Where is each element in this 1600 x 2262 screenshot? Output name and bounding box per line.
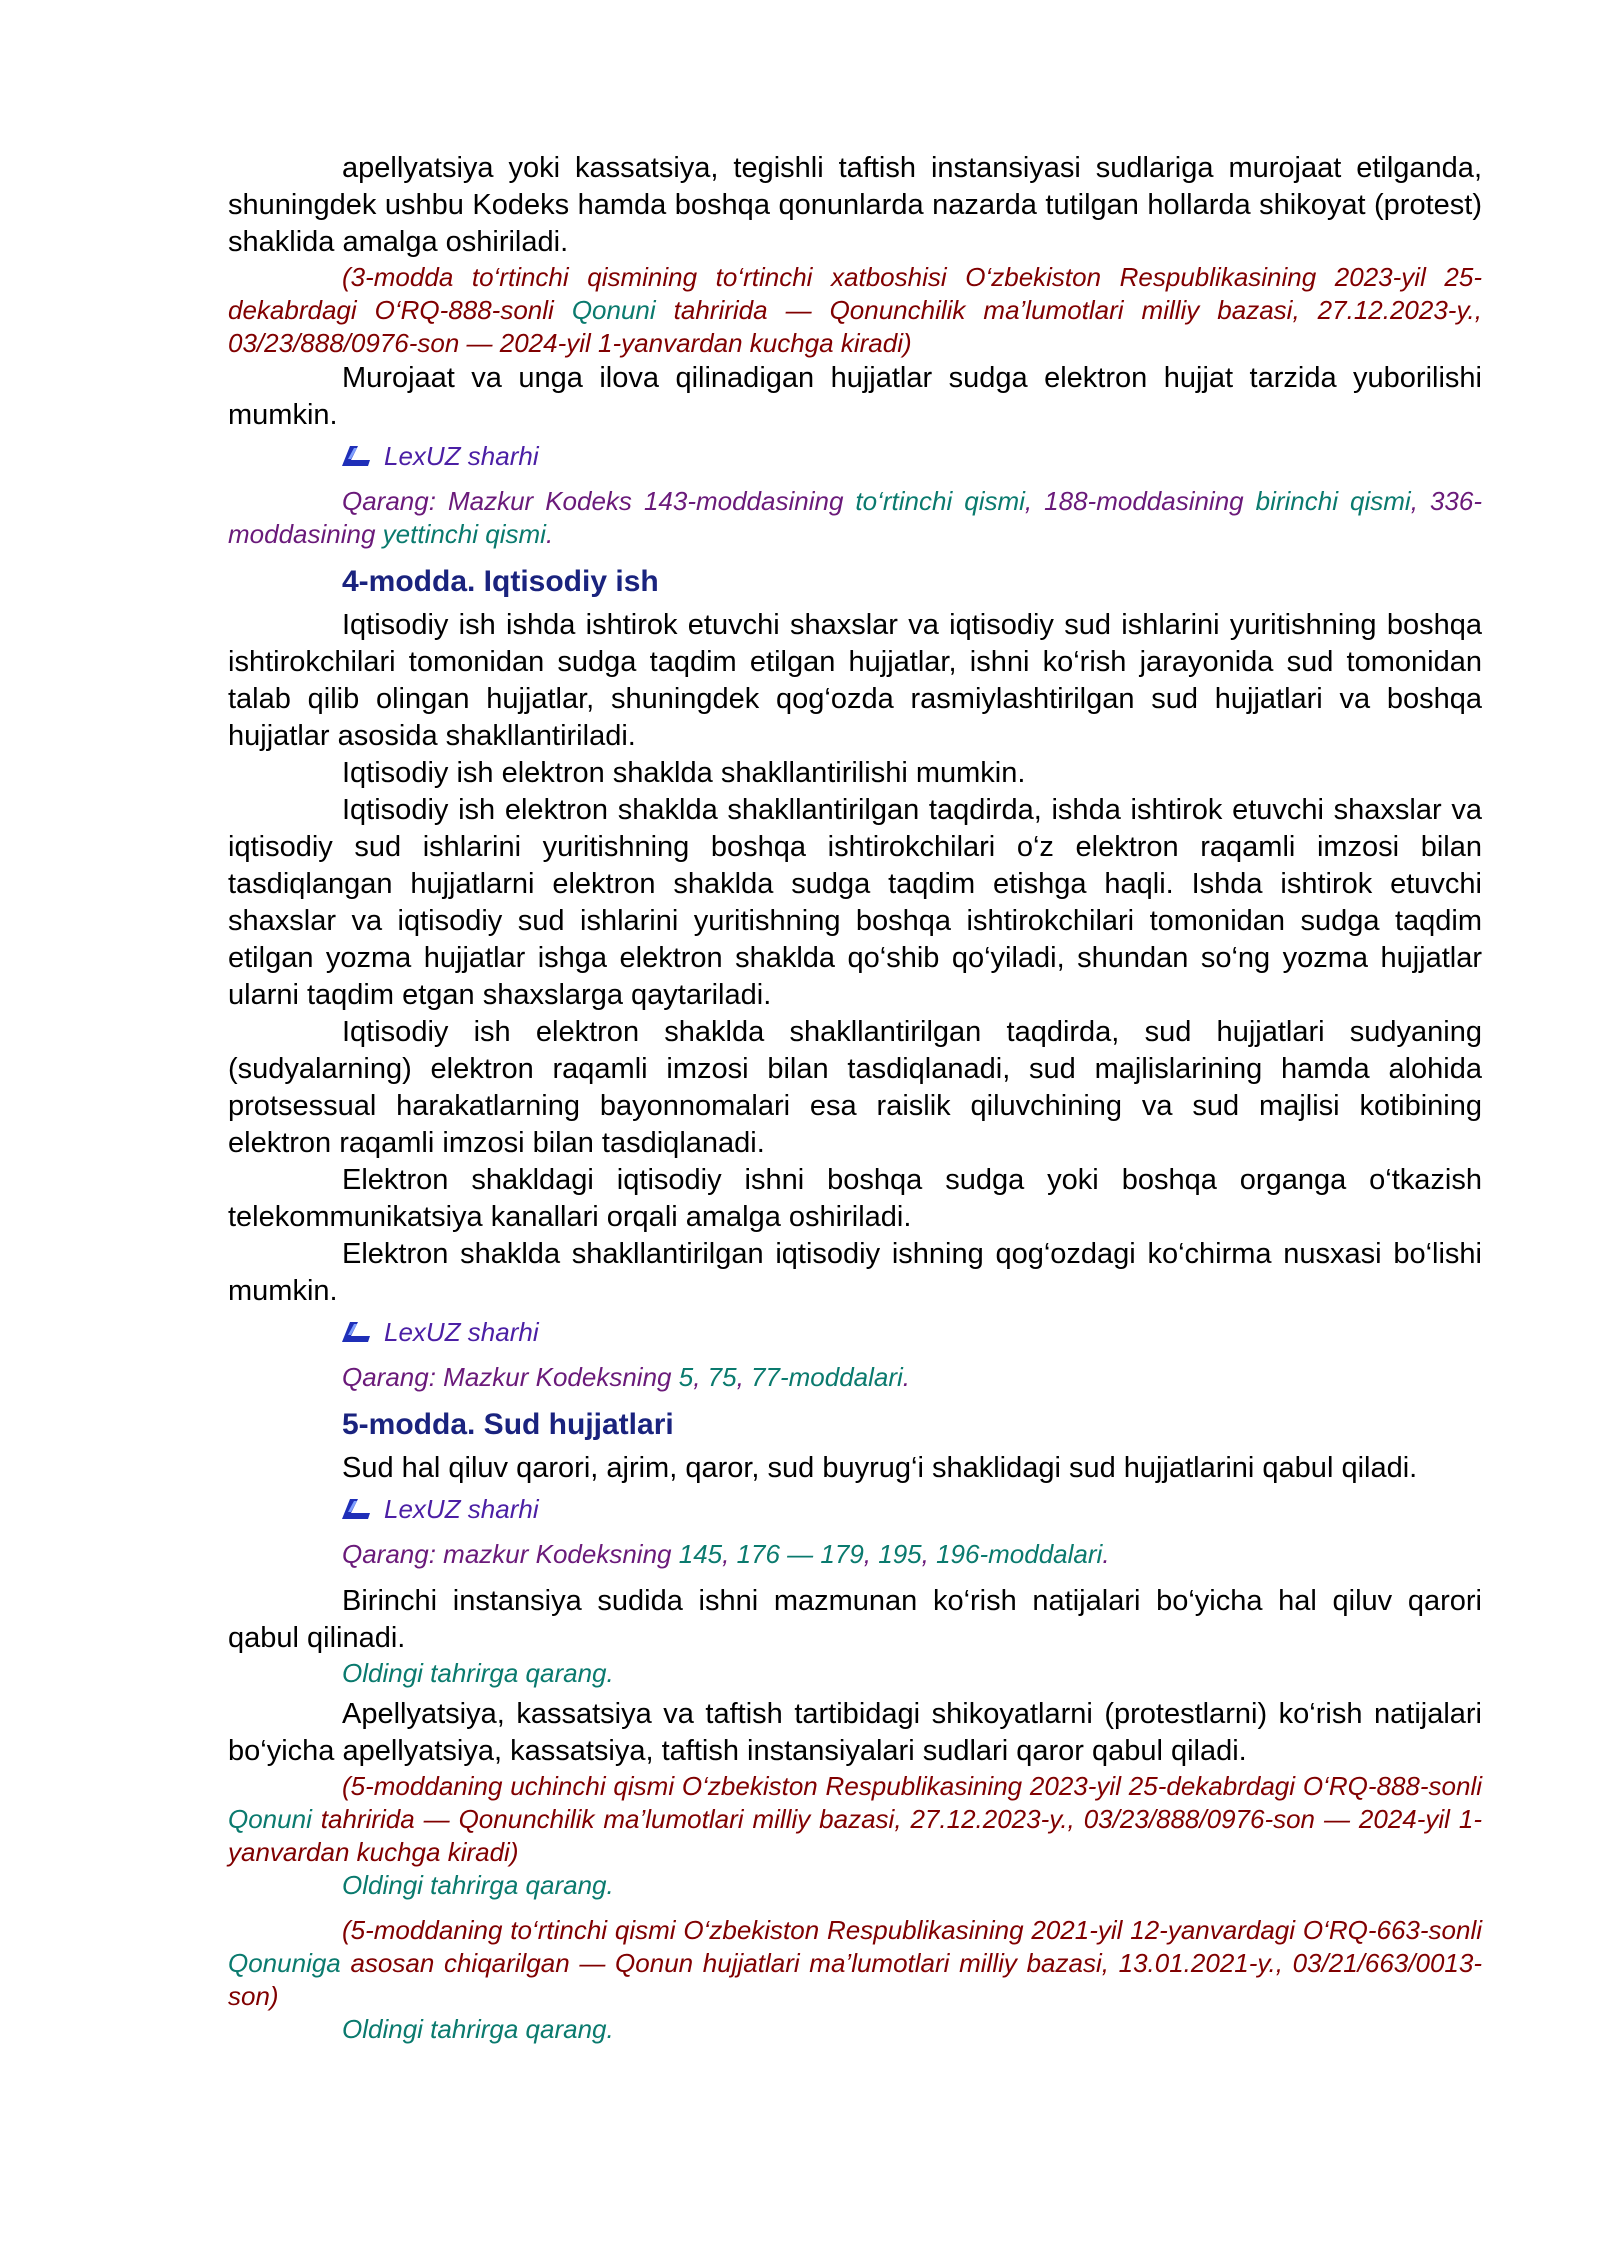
see-text: , (722, 1539, 737, 1569)
ref-link[interactable]: 195 (878, 1539, 922, 1569)
paragraph-2: Murojaat va unga ilova qilinadigan hujjatlar sudga elektron hujjat tarzida yuborilishi mumkin. (228, 362, 1482, 431)
note-text: (5-moddaning to‘rtinchi qismi O‘zbekiston Respublikasining 2021-yil 12-yanvardagi O‘RQ-663-sonli (342, 1915, 1482, 1945)
paragraph-5: Iqtisodiy ish elektron shaklda shakllantirilgan taqdirda, ishda ishtirok etuvchi shaxslar va iqtisodiy sud ishlarini yuritishning boshqa ishtirokchilari o‘z elektron raqamli imzosi bilan tasdiqlangan hujjatlarni elektron shaklda sudga taqdim etishga haqli. Ishda ishtirok etuvchi shaxslar va iqtisodiy sud ishlarini yuritishning boshqa ishtirokchilari tomonidan sudga taqdim etilgan yozma hujjatlar ishga elektron shaklda qo‘shib qo‘yiladi, shundan so‘ng yozma hujjatlar ularni taqdim etgan shaxslarga qaytariladi. (228, 794, 1482, 1011)
ref-link[interactable]: 5 (678, 1362, 694, 1392)
see-text: . (545, 519, 554, 549)
paragraph-9: Sud hal qiluv qarori, ajrim, qaror, sud buyrug‘i shaklidagi sud hujjatlarini qabul qiladi. (342, 1452, 1418, 1484)
previous-edition-link-2[interactable]: Oldingi tahrirga qarang. (342, 1870, 614, 1900)
paragraph-8: Elektron shaklda shakllantirilgan iqtisodiy ishning qog‘ozdagi ko‘chirma nusxasi bo‘lishi mumkin. (228, 1238, 1482, 1307)
paragraph-4: Iqtisodiy ish elektron shaklda shakllantirilishi mumkin. (342, 757, 1026, 789)
see-text: , 188-moddasining (1024, 486, 1256, 516)
paragraph-11: Apellyatsiya, kassatsiya va taftish tartibidagi shikoyatlarni (protestlarni) ko‘rish natijalari bo‘yicha apellyatsiya, kassatsiya, taftish instansiyalari sudlari qaror qabul qiladi. (228, 1698, 1482, 1767)
lexuz-label: LexUZ sharhi (384, 441, 539, 471)
paragraph-10: Birinchi instansiya sudida ishni mazmunan ko‘rish natijalari bo‘yicha hal qiluv qarori qabul qilinadi. (228, 1585, 1482, 1654)
see-text: Qarang: Mazkur Kodeks 143-moddasining (342, 486, 856, 516)
note-text: asosan chiqarilgan — Qonun hujjatlari ma’lumotlari milliy bazasi, 13.01.2021-y., 03/21/663/0013-son) (228, 1948, 1482, 2011)
previous-edition-link-1[interactable]: Oldingi tahrirga qarang. (342, 1658, 614, 1688)
ref-link[interactable]: 75 (707, 1362, 737, 1392)
note-text: tahririda — Qonunchilik ma’lumotlari milliy bazasi, 27.12.2023-y., 03/23/888/0976-son — 2024-yil 1-yanvardan kuchga kiradi) (228, 295, 1482, 358)
lexuz-commentary-2[interactable] (228, 1316, 1482, 1349)
see-text: . (1102, 1539, 1110, 1569)
see-text: , (693, 1362, 708, 1392)
ref-link[interactable]: birinchi qismi (1255, 486, 1411, 516)
qonuniga-link[interactable]: Qonuniga (228, 1948, 341, 1978)
ref-link[interactable]: 176 — 179 (736, 1539, 864, 1569)
see-text: . (902, 1362, 911, 1392)
amendment-note-3 (228, 1914, 1482, 2013)
qonuni-link[interactable]: Qonuni (228, 1804, 312, 1834)
amendment-note-1 (228, 261, 1482, 360)
article-4-heading: 4-modda. Iqtisodiy ish (342, 565, 659, 598)
see-text: , (921, 1539, 937, 1569)
note-text: (5-moddaning uchinchi qismi O‘zbekiston Respublikasining 2023-yil 25-dekabrdagi O‘RQ-888-sonli (342, 1771, 1482, 1801)
lexuz-label: LexUZ sharhi (384, 1494, 539, 1524)
article-5-heading: 5-modda. Sud hujjatlari (342, 1408, 674, 1441)
see-reference-2 (228, 1361, 1482, 1394)
paragraph-7: Elektron shakldagi iqtisodiy ishni boshqa sudga yoki boshqa organga o‘tkazish telekommunikatsiya kanallari orqali amalga oshiriladi. (228, 1164, 1482, 1233)
see-text: , (863, 1539, 879, 1569)
note-text: tahririda — Qonunchilik ma’lumotlari milliy bazasi, 27.12.2023-y., 03/23/888/0976-son — 2024-yil 1-yanvardan kuchga kiradi) (228, 1804, 1482, 1867)
ref-link[interactable]: to‘rtinchi qismi (855, 486, 1025, 516)
paragraph-1: apellyatsiya yoki kassatsiya, tegishli taftish instansiyasi sudlariga murojaat etilganda, shuningdek ushbu Kodeks hamda boshqa qonunlarda nazarda tutilgan hollarda shikoyat (protest) shaklida amalga oshiriladi. (228, 152, 1482, 258)
see-text: Qarang: mazkur Kodeksning (342, 1539, 679, 1569)
document-page (228, 150, 1482, 2046)
see-text: , 336-moddasining (228, 486, 1482, 549)
paragraph-6: Iqtisodiy ish elektron shaklda shakllantirilgan taqdirda, sud hujjatlari sudyaning (sudyalarning) elektron raqamli imzosi bilan tasdiqlanadi, sud majlislarining hamda alohida protsessual harakatlarning bayonnomalari esa raislik qiluvchining va sud majlisi kotibining elektron raqamli imzosi bilan tasdiqlanadi. (228, 1016, 1482, 1159)
see-text: , (736, 1362, 752, 1392)
lexuz-logo-icon (342, 446, 372, 468)
amendment-note-2 (228, 1770, 1482, 1869)
see-reference-1 (228, 485, 1482, 551)
lexuz-commentary-3[interactable] (228, 1493, 1482, 1526)
lexuz-logo-icon (342, 1322, 372, 1344)
ref-link[interactable]: 145 (678, 1539, 723, 1569)
ref-link[interactable]: yettinchi qismi (382, 519, 546, 549)
lexuz-logo-icon (342, 1499, 372, 1521)
qonuni-link[interactable]: Qonuni (571, 295, 656, 325)
paragraph-3: Iqtisodiy ish ishda ishtirok etuvchi shaxslar va iqtisodiy sud ishlarini yuritishning boshqa ishtirokchilari tomonidan sudga taqdim etilgan hujjatlar, ishni ko‘rish jarayonida sud tomonidan talab qilib olingan hujjatlar, shuningdek qog‘ozda rasmiylashtirilgan sud hujjatlari va boshqa hujjatlar asosida shakllantiriladi. (228, 609, 1482, 752)
ref-link[interactable]: 196-moddalari (936, 1539, 1103, 1569)
previous-edition-link-3[interactable]: Oldingi tahrirga qarang. (342, 2014, 614, 2044)
lexuz-label: LexUZ sharhi (384, 1317, 539, 1347)
see-reference-3 (228, 1538, 1482, 1571)
ref-link[interactable]: 77-moddalari (751, 1362, 903, 1392)
see-text: Qarang: Mazkur Kodeksning (342, 1362, 679, 1392)
note-text: (3-modda to‘rtinchi qismining to‘rtinchi xatboshisi O‘zbekiston Respublikasining 2023-yil 25-dekabrdagi O‘RQ-888-sonli (228, 262, 1482, 325)
lexuz-commentary-1[interactable] (228, 440, 1482, 473)
